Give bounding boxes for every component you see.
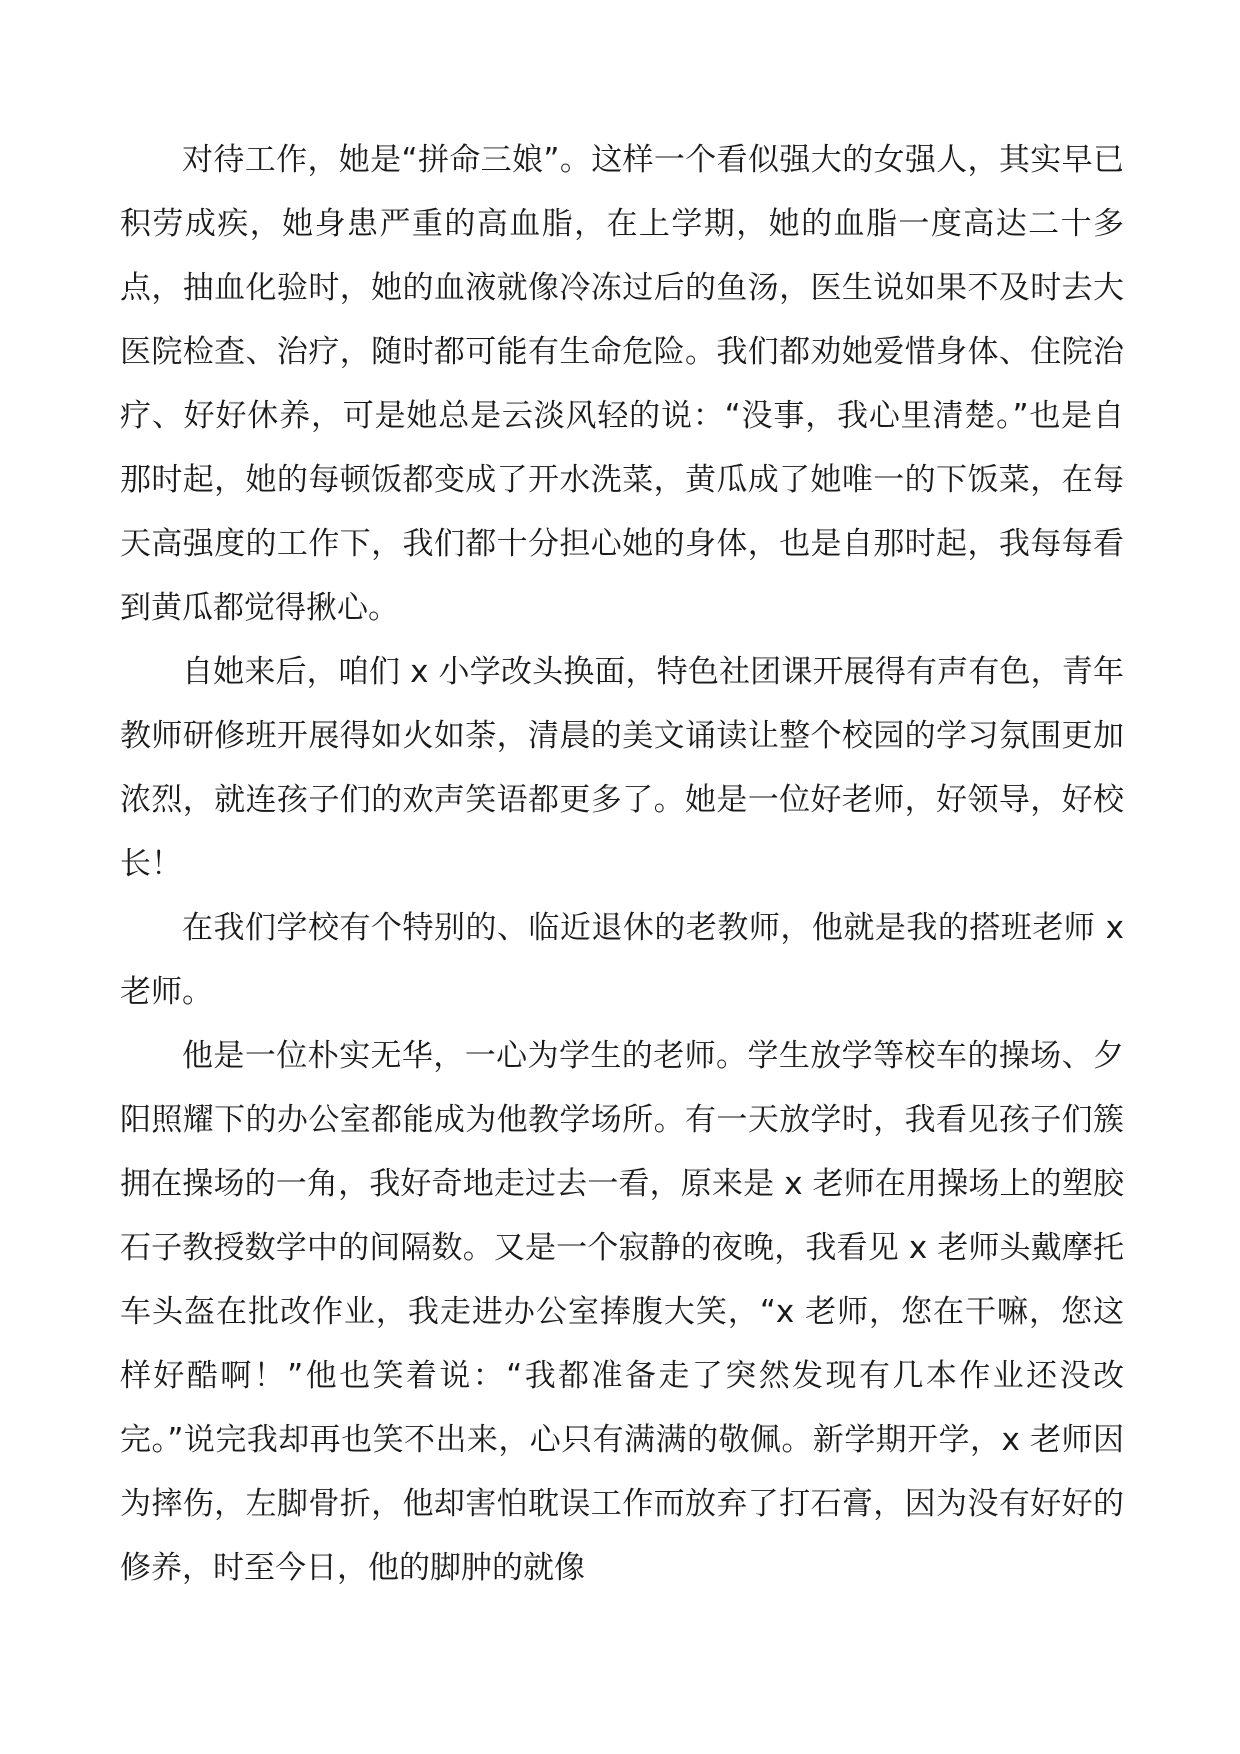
paragraph-1: 对待工作，她是“拼命三娘”。这样一个看似强大的女强人，其实早已积劳成疾，她身患严重的高血脂，在上学期，她的血脂一度高达二十多点，抽血化验时，她的血液就像冷冻过后的鱼汤，医生说如果不及时去大医院检查、治疗，随时都可能有生命危险。我们都劝她爱惜身体、住院治疗、好好休养，可是她总是云淡风轻的说：“没事，我心里清楚。”也是自那时起，她的每顿饭都变成了开水洗菜，黄瓜成了她唯一的下饭菜，在每天高强度的工作下，我们都十分担心她的身体，也是自那时起，我每每看到黄瓜都觉得揪心。	[120, 142, 1124, 626]
paragraph-4: 他是一位朴实无华，一心为学生的老师。学生放学等校车的操场、夕阳照耀下的办公室都能成为他教学场所。有一天放学时，我看见孩子们簇拥在操场的一角，我好奇地走过去一看，原来是 x 老师在用操场上的塑胶石子教授数学中的间隔数。又是一个寂静的夜晚，我看见 x 老师头戴摩托车头盔在批改作业，我走进办公室捧腹大笑，“x 老师，您在干嘛，您这样好酷啊！”他也笑着说：“我都准备走了突然发现有几本作业还没改完。”说完我却再也笑不出来，心只有满满的敬佩。新学期开学，x 老师因为摔伤，左脚骨折，他却害怕耽误工作而放弃了打石膏，因为没有好好的修养，时至今日，他的脚肿的就像	[120, 1038, 1124, 1586]
paragraph-2: 自她来后，咱们 x 小学改头换面，特色社团课开展得有声有色，青年教师研修班开展得如火如荼，清晨的美文诵读让整个校园的学习氛围更加浓烈，就连孩子们的欢声笑语都更多了。她是一位好老师，好领导，好校长！	[120, 654, 1124, 882]
document-body	[120, 128, 1124, 1600]
paragraph-3: 在我们学校有个特别的、临近退休的老教师，他就是我的搭班老师 x 老师。	[120, 910, 1124, 1010]
